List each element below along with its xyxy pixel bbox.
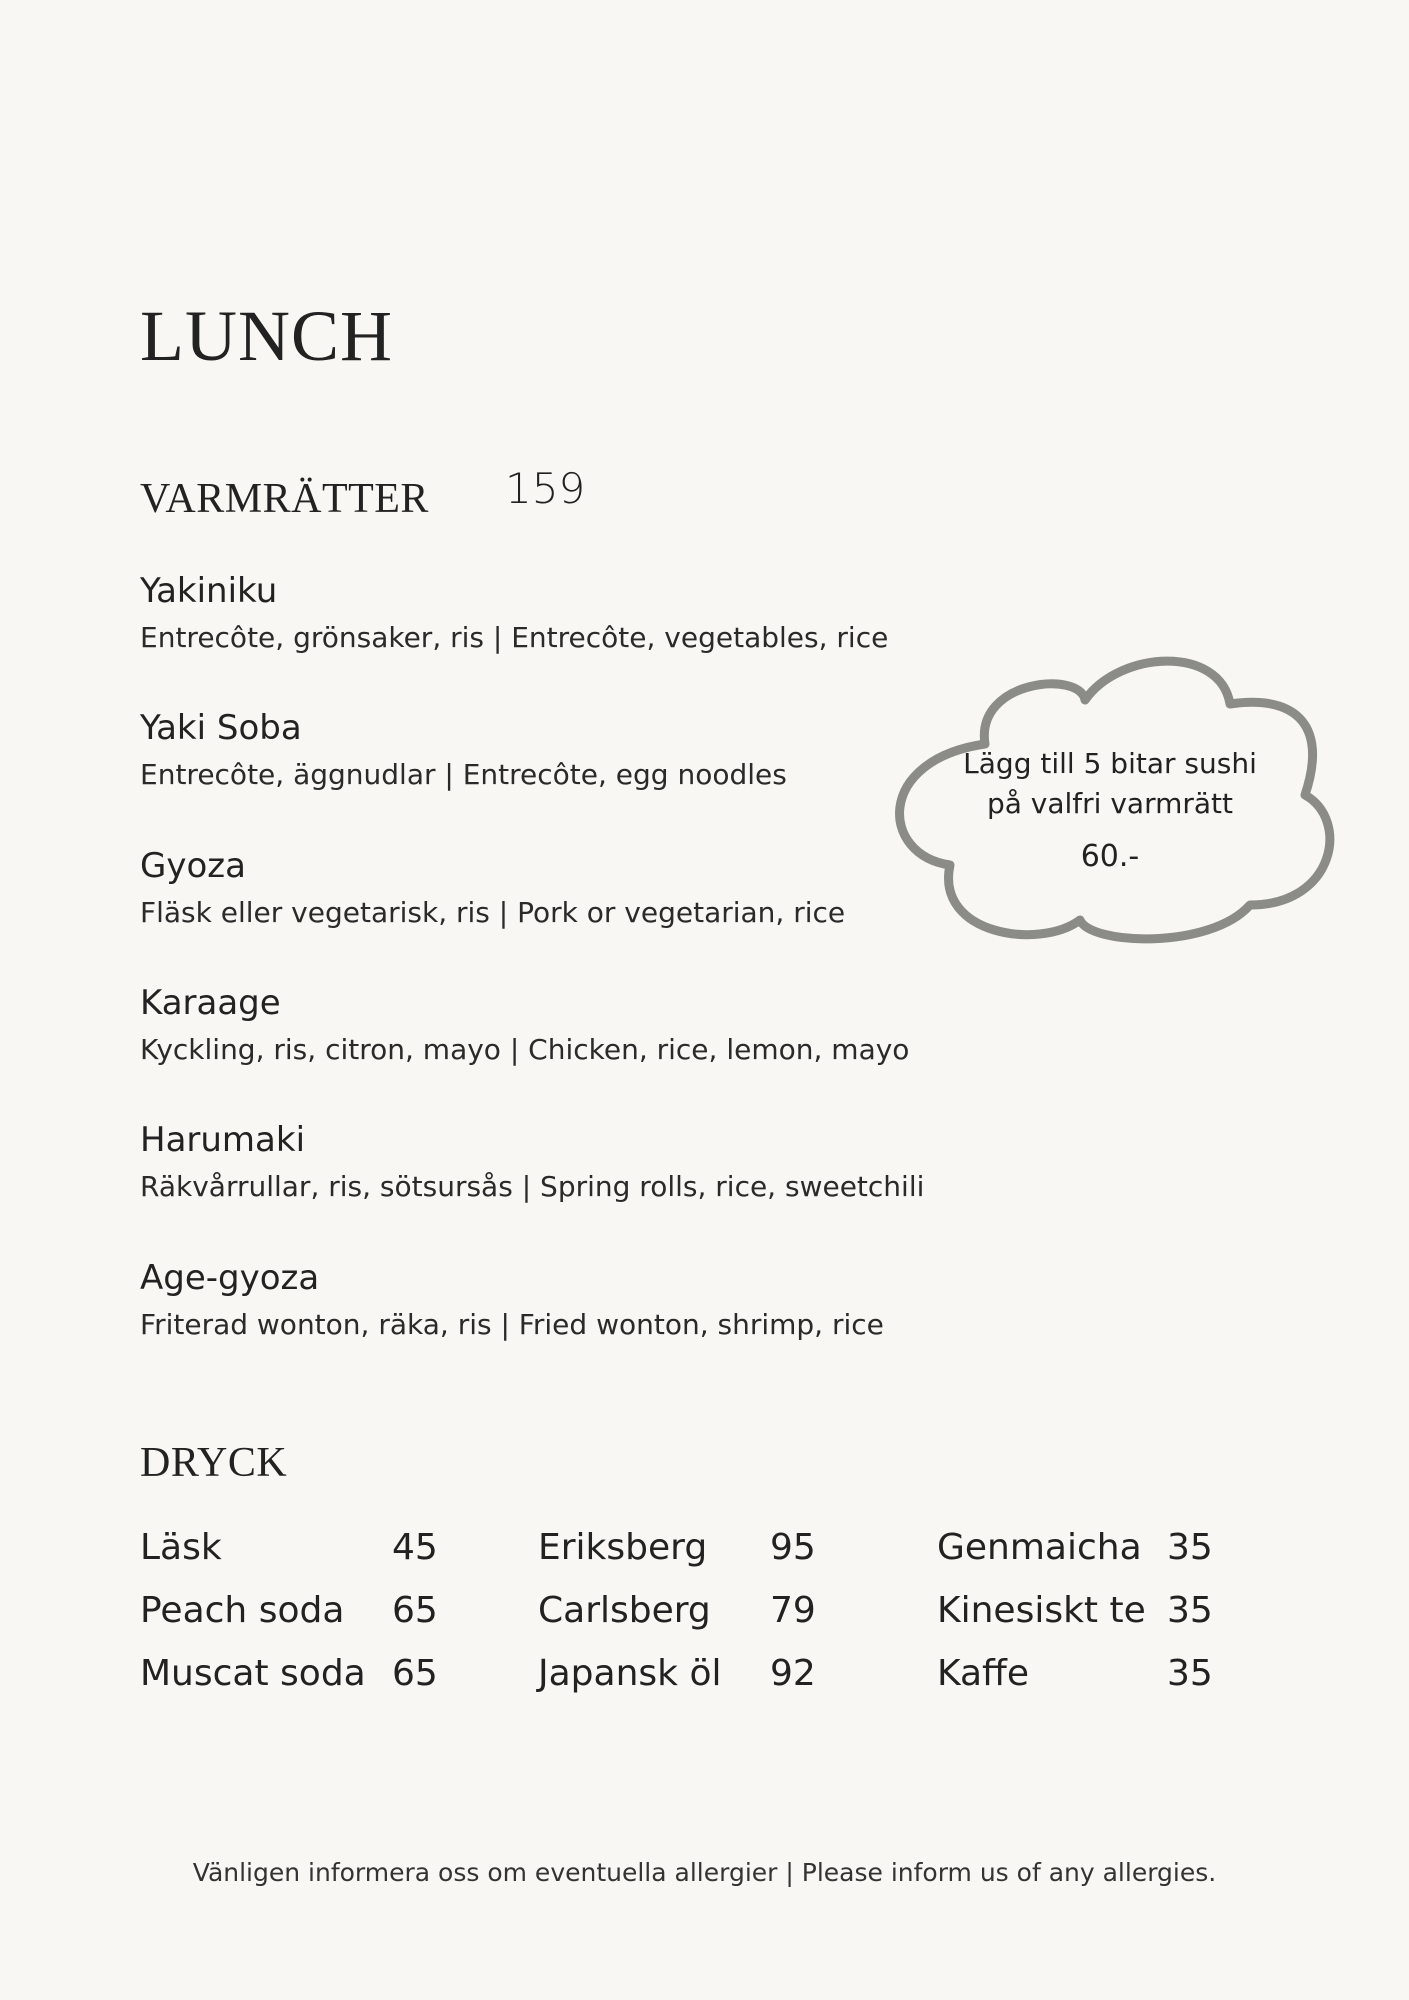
drink-item [140, 1590, 460, 1633]
drink-name: Läsk [140, 1527, 222, 1568]
dish-name: Age-gyoza [140, 1258, 320, 1298]
drink-price: 35 [1167, 1653, 1213, 1694]
cloud-price: 60.- [1080, 839, 1140, 874]
dish-description: Räkvårrullar, ris, sötsursås | Spring rolls, rice, sweetchili [140, 1170, 925, 1203]
dish-description: Entrecôte, grönsaker, ris | Entrecôte, vegetables, rice [140, 621, 889, 654]
drink-name: Peach soda [140, 1590, 345, 1631]
drink-item [538, 1590, 858, 1633]
drink-item [140, 1653, 460, 1696]
dish-yakiniku [140, 571, 889, 654]
drink-name: Muscat soda [140, 1653, 366, 1694]
dish-yaki-soba [140, 708, 787, 791]
drink-price: 79 [770, 1590, 816, 1631]
dish-name: Yaki Soba [140, 708, 302, 748]
drink-item [937, 1527, 1257, 1570]
dish-gyoza [140, 846, 846, 929]
dish-name: Yakiniku [140, 571, 278, 611]
varmratter-heading: VARMRÄTTER [140, 476, 429, 522]
drink-item [538, 1653, 858, 1696]
drink-item [538, 1527, 858, 1570]
drink-item [937, 1653, 1257, 1696]
drink-item [140, 1527, 460, 1570]
dish-name: Karaage [140, 983, 281, 1023]
drink-price: 35 [1167, 1590, 1213, 1631]
drink-price: 65 [392, 1653, 438, 1694]
drink-name: Eriksberg [538, 1527, 708, 1568]
varmratter-price: 159 [505, 464, 586, 513]
drink-name: Carlsberg [538, 1590, 711, 1631]
dish-description: Kyckling, ris, citron, mayo | Chicken, rice, lemon, mayo [140, 1033, 910, 1066]
cloud-text-line2: på valfri varmrätt [986, 787, 1234, 820]
drink-name: Japansk öl [538, 1653, 722, 1694]
sushi-addon-cloud [880, 650, 1340, 950]
drink-price: 65 [392, 1590, 438, 1631]
cloud-text-line1: Lägg till 5 bitar sushi [963, 747, 1257, 780]
drink-name: Kaffe [937, 1653, 1029, 1694]
allergy-notice: Vänligen informera oss om eventuella allergier | Please inform us of any allergies. [192, 1858, 1217, 1887]
dish-harumaki [140, 1120, 925, 1203]
dish-age-gyoza [140, 1258, 884, 1341]
dish-description: Friterad wonton, räka, ris | Fried wonton, shrimp, rice [140, 1308, 884, 1341]
dish-name: Gyoza [140, 846, 246, 886]
drink-price: 95 [770, 1527, 816, 1568]
drink-price: 45 [392, 1527, 438, 1568]
drink-name: Kinesiskt te [937, 1590, 1146, 1631]
dish-karaage [140, 983, 910, 1066]
dish-description: Fläsk eller vegetarisk, ris | Pork or vegetarian, rice [140, 896, 846, 929]
dish-description: Entrecôte, äggnudlar | Entrecôte, egg noodles [140, 758, 787, 791]
dryck-heading: DRYCK [140, 1440, 288, 1486]
dish-name: Harumaki [140, 1120, 306, 1160]
drink-item [937, 1590, 1257, 1633]
drink-name: Genmaicha [937, 1527, 1142, 1568]
drink-price: 92 [770, 1653, 816, 1694]
drink-price: 35 [1167, 1527, 1213, 1568]
page-title: LUNCH [140, 296, 393, 376]
